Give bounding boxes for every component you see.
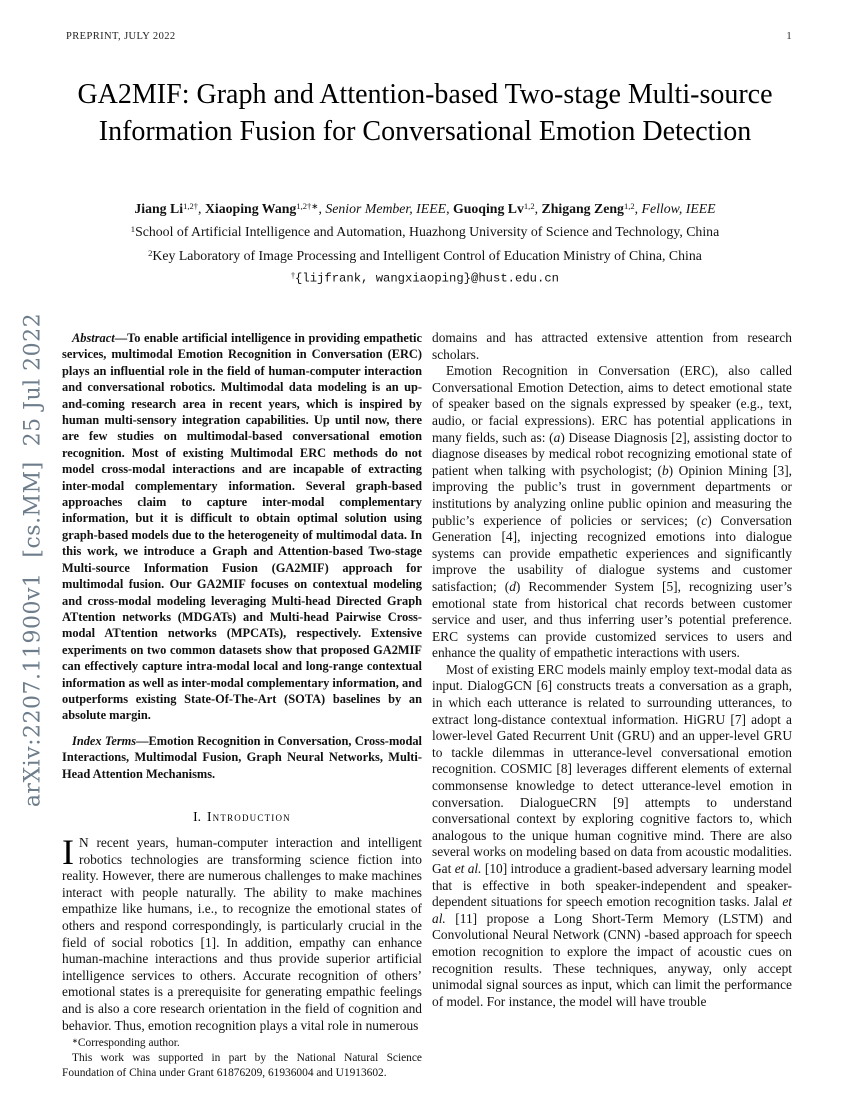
paper-title: GA2MIF: Graph and Attention-based Two-stage Multi-source Information Fusion for Conversational Emotion Detection xyxy=(77,79,773,147)
arxiv-stamp: arXiv:2207.11900v1 [cs.MM] 25 Jul 2022 xyxy=(20,312,46,808)
affiliation-1: $^1$School of Artificial Intelligence and Automation, Huazhong University of Science and Technology, China xyxy=(130,224,720,240)
footnote-corresponding-author: ∗Corresponding author. xyxy=(72,1037,180,1050)
running-header-left: PREPRINT, JULY 2022 xyxy=(66,31,176,42)
author-line: Jiang $Li^{1,2\dagger}$, Xiaoping Wang$^{1,2\dagger∗}$, Senior Member, IEEE, Guoqing Lv$^{1,2}$, Zhigang Zeng$^{1,2}$, Fellow, IEEE xyxy=(134,200,716,216)
affiliation-2: $^2$Key Laboratory of Image Processing and Intelligent Control of Education Ministry of China, China xyxy=(148,247,702,263)
two-column-body xyxy=(62,330,793,1079)
right-column xyxy=(432,330,792,1052)
section-heading-introduction xyxy=(62,809,422,825)
abstract-paragraph: Abstract—To enable artificial intelligence in providing empathetic services, multimodal Emotion Recognition in Conversation (ERC) plays an influential role in the field of human-computer interaction and conversational robotics. Multimodal data modeling is an up-and-coming research area in recent years, which is inspired by human multi-sensory integration capabilities. Up until now, there are few studies on multimodal-based conversational emotion recognition. Most of existing Multimodal ERC methods do not model cross-modal interactions and are incapable of extracting inter-modal complementary information. Several graph-based approaches claim to capture inter-modal complementary information, but it is difficult to obtain optimal solution using graph-based models due to the heterogeneity of multimodal data. In this work, we introduce a Graph and Attention-based Two-stage Multi-source Information Fusion (GA2MIF) approach for multimodal fusion. Our GA2MIF focuses on contextual modeling and cross-modal modeling leveraging Multi-head Directed Graph ATtention networks (MDGATs) and Multi-head Pairwise Cross-modal ATtention networks (MPCATs), respectively. Extensive experiments on two common datasets show that proposed GA2MIF can effectively capture intra-modal local and long-range contextual information as well as inter-modal complementary information, and outperforms existing State-Of-The-Art (SOTA) baselines by an absolute margin. xyxy=(62,331,422,723)
page-number: 1 xyxy=(786,31,792,42)
left-column xyxy=(62,330,422,1079)
body-paragraph: Most of existing ERC models mainly employ text-modal data as input. DialogGCN [6] constructs treats a conversation as a graph, in which each utterance is related to surrounding utterances, to extract long-distance contextual information. HiGRU [7] adopt a lower-level Gated Recurrent Unit (GRU) and an upper-level GRU to tackle dilemmas in utterance-level conversational emotion recognition. COSMIC [8] leverages different elements of external commonsense knowledge to detect utterance-level emotion in conversation. DialogueCRN [9] attempts to understand conversational context by exploring cognitive factors to, which analogous to the unique human cognitive mind. There are also several works on modeling based on data from acoustic modalities. Gat et al. [10] introduce a gradient-based adversary learning model that is effective in both speaker-independent and speaker-dependent situations for speech emotion recognition tasks. Jalal et al. [11] propose a Long Short-Term Memory (LSTM) and Convolutional Neural Network (CNN) -based approach for speech emotion recognition to explore the impact of acoustic cues on recognition results. These techniques, anyway, only accept unimodal signal sources as input, which can limit the performance of model. For instance, the model will have trouble xyxy=(432,661,793,1009)
footnote-funding: This work was supported in part by the National Natural Science Foundation of China under Grant 61876209, 61936004 and U1913602. xyxy=(62,1052,422,1079)
intro-paragraph-text: N recent years, human-computer interaction and intelligent robotics technologies are transforming science fiction into reality. However, there are numerous challenges to make machines interact with people naturally. The ability to make machines empathize like humans, i.e., to recognize the emotional states of others and respond correspondingly, is particularly crucial in the field of social robotics [1]. In addition, empathy can enhance human-machine interactions and thus provide superior artificial intelligence services to others. Accurate recognition of others’ emotional states is a prerequisite for generating empathic feelings and is also a core research orientation in the field of cognition and behavior. Thus, emotion recognition plays a vital role in numerous xyxy=(62,834,422,1033)
dropcap-letter: I xyxy=(62,831,74,872)
index-terms-paragraph: Index Terms—Emotion Recognition in Conversation, Cross-modal Interactions, Multimodal Fusion, Graph Neural Networks, Multi-Head Attention Mechanisms. xyxy=(62,733,422,781)
footnote-block xyxy=(62,1034,422,1081)
body-paragraph: domains and has attracted extensive attention from research scholars. xyxy=(432,330,792,362)
intro-paragraph xyxy=(62,831,422,1034)
section-number: I. xyxy=(193,808,201,824)
author-block xyxy=(60,196,790,289)
author-email: †{lijfrank, wangxiaoping}@hust.edu.cn xyxy=(291,271,559,286)
body-paragraph: Emotion Recognition in Conversation (ERC), also called Conversational Emotion Detection, aims to detect emotional state of speaker based on the signals expressed by speaker (e.g., text, audio, or facial expressions). ERC has potential applications in many fields, such as: (a) Disease Diagnosis [2], assisting doctor to diagnose diseases by medical robot recognizing emotional state of patient when talking with psychologist; (b) Opinion Mining [3], improving the public’s trust in government departments or institutions by analyzing online public opinion and measuring the public’s experience of policies or services; (c) Conversation Generation [4], injecting recognized emotions into dialogue systems can provide empathetic experiences and significantly improve the usability of dialogue systems and customer satisfaction; (d) Recommender System [5], recognizing user’s emotional state from historical chat records between customer service and user, and thus inferring user’s potential preference. ERC systems can provide customized services to users and enhance the quality of empathetic interactions with users. xyxy=(432,363,793,661)
running-header xyxy=(66,31,792,42)
section-title: Introduction xyxy=(206,808,291,824)
